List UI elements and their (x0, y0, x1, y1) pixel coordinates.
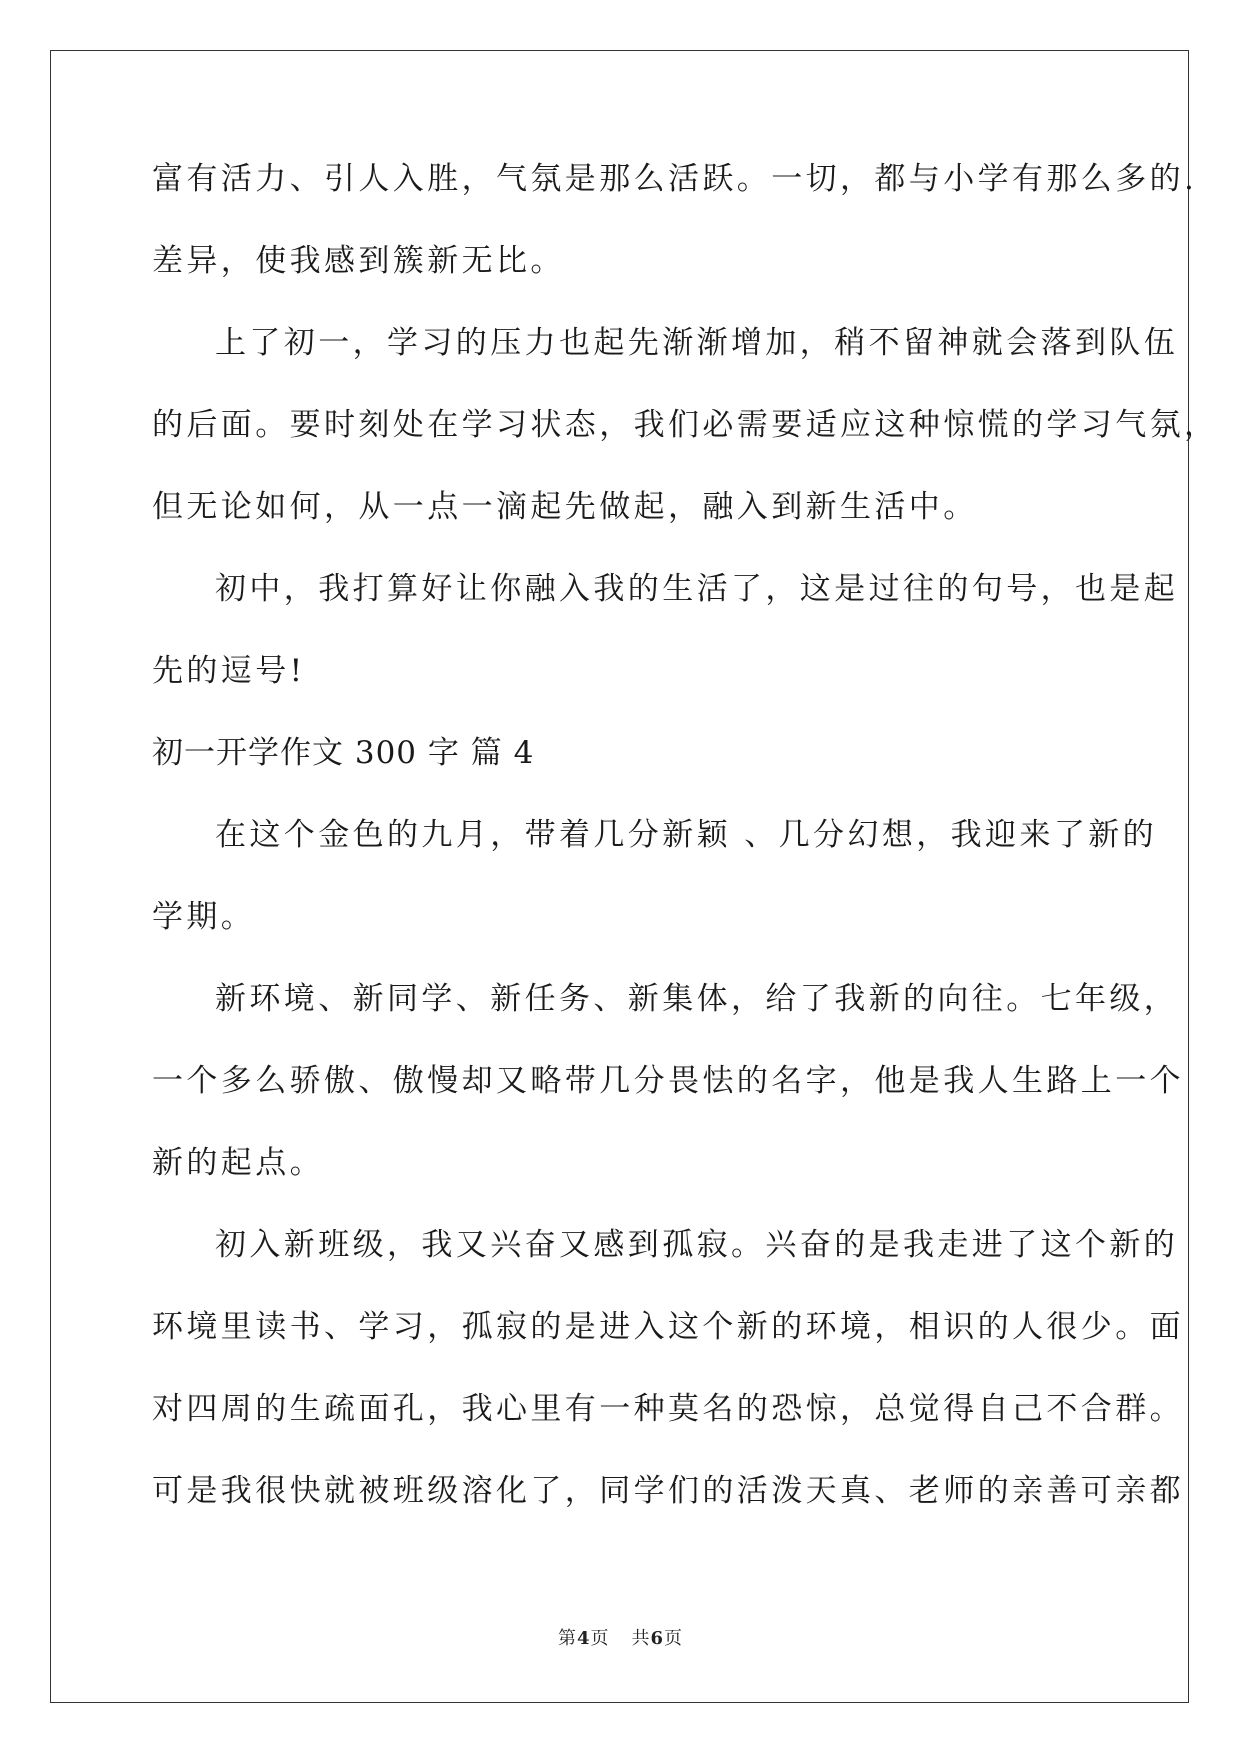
footer-page-suffix: 页 (590, 1628, 610, 1649)
text-line (152, 899, 1092, 984)
line-text: 对四周的生疏面孔，我心里有一种莫名的恐惊，总觉得自己不合群。 (152, 1391, 1184, 1427)
footer-prefix: 第 (557, 1628, 577, 1649)
document-body (152, 161, 1219, 1558)
line-text: 一个多么骄傲、傲慢却又略带几分畏怯的名字，他是我人生路上一个 (152, 1063, 1184, 1099)
paragraph-start-line (152, 571, 1179, 656)
text-line (152, 489, 1092, 574)
line-text: 学期。 (152, 899, 256, 935)
paragraph-start-line (152, 325, 1179, 410)
line-text: 的后面。要时刻处在学习状态，我们必需要适应这种惊慌的学习气氛， (152, 407, 1219, 443)
line-text: 但无论如何，从一点一滴起先做起，融入到新生活中。 (152, 489, 978, 525)
line-text: 初中，我打算好让你融入我的生活了，这是过往的句号，也是起 (215, 571, 1179, 607)
text-line (152, 161, 1198, 246)
text-line (152, 407, 1219, 492)
heading-text: 初一开学作文 300 字 篇 4 (152, 735, 535, 771)
line-text: 初入新班级，我又兴奋又感到孤寂。兴奋的是我走进了这个新的 (215, 1227, 1179, 1263)
line-text: 上了初一，学习的压力也起先渐渐增加，稍不留神就会落到队伍 (215, 325, 1179, 361)
line-text: 新环境、新同学、新任务、新集体，给了我新的向往。七年级， (215, 981, 1179, 1017)
current-page-number: 4 (576, 1628, 591, 1649)
footer-total-suffix: 页 (664, 1628, 684, 1649)
text-line (152, 1063, 1184, 1148)
text-line (152, 653, 1092, 738)
text-line (152, 1145, 1092, 1230)
line-text: 环境里读书、学习，孤寂的是进入这个新的环境，相识的人很少。面 (152, 1309, 1184, 1345)
paragraph-start-line (152, 817, 1158, 902)
line-text: 可是我很快就被班级溶化了，同学们的活泼天真、老师的亲善可亲都 (152, 1473, 1184, 1509)
text-line (152, 1309, 1184, 1394)
line-text: 在这个金色的九月，带着几分新颖 、几分幻想，我迎来了新的 (215, 817, 1158, 853)
paragraph-start-line (152, 981, 1179, 1066)
footer-total-prefix: 共 (631, 1628, 651, 1649)
line-text: 差异，使我感到簇新无比。 (152, 243, 565, 279)
line-text: 先的逗号! (152, 653, 306, 689)
page-footer (0, 1624, 1241, 1650)
text-line (152, 243, 1092, 328)
section-heading (152, 735, 1092, 820)
text-line (152, 1473, 1184, 1558)
paragraph-start-line (152, 1227, 1179, 1312)
line-text: 新的起点。 (152, 1145, 324, 1181)
text-line (152, 1391, 1184, 1476)
total-pages-number: 6 (650, 1628, 665, 1649)
line-text: 富有活力、引人入胜，气氛是那么活跃。一切，都与小学有那么多的. (152, 161, 1198, 197)
